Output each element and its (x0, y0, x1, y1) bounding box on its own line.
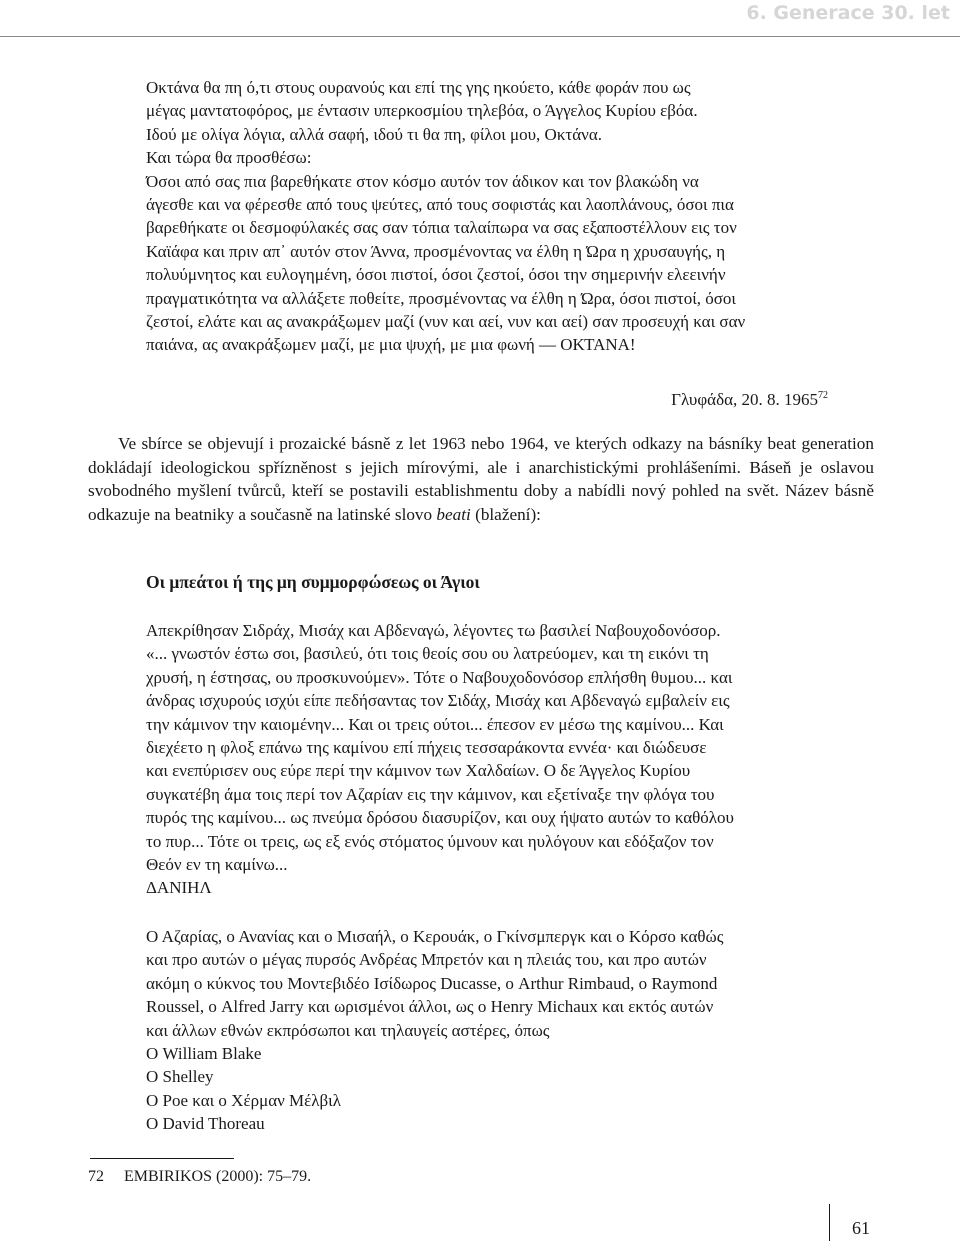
prose-text (88, 432, 874, 526)
poem-date (671, 384, 828, 411)
poem-line: Roussel, ο Alfred Jarry και ωρισμένοι άλλοι, ως ο Henry Michaux και εκτός αυτών (146, 997, 714, 1017)
poem-line: ΔΑΝΙΗΛ (146, 878, 212, 898)
poem-line: πολυύμνητος και ευλογημένη, όσοι πιστοί, όσοι ζεστοί, όσοι την σημερινήν ελεεινήν (146, 265, 726, 285)
poem-line: πυρός της καμίνου... ως πνεύμα δρόσου διασυρίζον, και ουχ ήψατο αυτών το καθόλου (146, 808, 734, 828)
poem-line: Ο David Thoreau (146, 1114, 265, 1134)
prose-italic: beati (436, 504, 471, 524)
poem-line: βαρεθήκατε οι δεσμοφύλακές σας σαν τόπια ταλαίπωρα να σας εξαποστέλλουν εις τον (146, 218, 737, 238)
chapter-header: 6. Generace 30. let (746, 2, 950, 24)
footnote-text: EMBIRIKOS (2000): 75–79. (124, 1168, 312, 1185)
poem-stanza-1 (146, 619, 830, 900)
poem-line: Και τώρα θα προσθέσω: (146, 148, 312, 168)
poem-line: Όσοι από σας πια βαρεθήκατε στον κόσμο αυτόν τον άδικον και τον βλακώδη να (146, 171, 699, 191)
poem-oktana (146, 76, 830, 357)
poem-line: Απεκρίθησαν Σιδράχ, Μισάχ και Αβδεναγώ, λέγοντες τω βασιλεί Ναβουχοδονόσορ. (146, 621, 721, 640)
poem-line: Ο Αζαρίας, ο Ανανίας και ο Μισαήλ, ο Κερουάκ, ο Γκίνσμπεργκ και ο Κόρσο καθώς (146, 927, 724, 946)
footnote-separator (90, 1158, 234, 1159)
poem-line: Ο Poe και ο Χέρμαν Μέλβιλ (146, 1090, 341, 1110)
poem-line: Ο Shelley (146, 1067, 214, 1087)
poem-line: Ο William Blake (146, 1044, 262, 1064)
poem-line: και προ αυτών ο μέγας πυρσός Ανδρέας Μπρετόν και η πλειάς του, και προ αυτών (146, 950, 707, 970)
date-text: Γλυφάδα, 20. 8. 1965 (671, 390, 818, 409)
footnote-ref: 72 (818, 390, 828, 401)
header-rule (0, 36, 960, 37)
prose-part: Ve sbírce se objevují i prozaické básně z let 1963 nebo 1964, ve kterých odkazy na básníky beat generation dokládají ideologickou spřízněnost s jejich mírovými, ale i anarchistickými prohlášeními. Báseň je oslavou svobodného myšlení tvůrců, kteří se postavili establishmentu doby a nabídli nový pohled na svět. Název básně odkazuje na beatniky a současně na latinské slovo (88, 434, 874, 524)
poem-line: Θεόν εν τη καμίνω... (146, 855, 288, 875)
poem-title: Οι μπεάτοι ή της μη συμμορφώσεως οι Άγιοι (146, 572, 480, 592)
poem-line: και ενεπύρισεν ους εύρε περί την κάμινον των Χαλδαίων. Ο δε Άγγελος Κυρίου (146, 761, 691, 781)
poem-line: Οκτάνα θα πη ό,τι στους ουρανούς και επί της γης ηκούετο, κάθε φοράν που ως (146, 78, 691, 97)
poem-line: παιάνα, ας ανακράξωμεν μαζί, με μια ψυχή, με μια φωνή — ΟΚΤΑΝΑ! (146, 335, 636, 355)
prose-part: (blažení): (470, 504, 541, 524)
poem-line: μέγας μαντατοφόρος, με έντασιν υπερκοσμίου τηλεβόα, ο Άγγελος Κυρίου εβόα. (146, 101, 698, 121)
poem-line: άνδρας ισχυρούς ισχύι είπε πεδήσαντας τον Σιδάχ, Μισάχ και Αβδεναγώ εμβαλείν εις (146, 691, 730, 711)
poem-line: Καϊάφα και πριν απ᾽ αυτόν στον Άννα, προσμένοντας να έλθη η Ώρα η χρυσαυγής, η (146, 241, 726, 261)
page-number: 61 (852, 1218, 870, 1238)
poem-stanza-2 (146, 925, 830, 1136)
poem-line: χρυσή, η έστησας, ου προσκυνούμεν». Τότε ο Ναβουχοδονόσορ επλήσθη θυμου... και (146, 667, 733, 687)
poem-line: την κάμινον την καιομένην... Και οι τρεις ούτοι... έπεσον εν μέσω της καμίνου... Και (146, 714, 724, 734)
footnote-number: 72 (88, 1168, 104, 1185)
poem-line: διεχέετο η φλοξ επάνω της καμίνου επί πήχεις τεσσαράκοντα εννέα· και διώδευσε (146, 738, 707, 758)
poem-line: ζεστοί, ελάτε και ας ανακράξωμεν μαζί (νυν και αεί, νυν και αεί) σαν προσευχή και σαν (146, 312, 746, 332)
poem-line: το πυρ... Τότε οι τρεις, ως εξ ενός στόματος ύμνουν και ηυλόγουν και εδόξαζον τον (146, 831, 714, 851)
poem-line: «... γνωστόν έστω σοι, βασιλεύ, ότι τοις θεοίς σου ου λατρεύομεν, και τη εικόνι τη (146, 644, 709, 664)
poem-line: άγεσθε και να φέρεσθε από τους ψεύτες, από τους σοφιστάς και λαοπλάνους, όσοι πια (146, 195, 734, 215)
footnote (88, 1166, 311, 1188)
poem-line: Ιδού με ολίγα λόγια, αλλά σαφή, ιδού τι θα πη, φίλοι μου, Οκτάνα. (146, 124, 602, 144)
poem-line: πραγματικότητα να αλλάξετε ποθείτε, προσμένοντας να έλθη η Ώρα, όσοι πιστοί, όσοι (146, 288, 737, 308)
prose-paragraph (88, 432, 874, 526)
poem-line: και άλλων εθνών εκπρόσωποι και τηλαυγείς αστέρες, όπως (146, 1020, 550, 1040)
poem-line: ακόμη ο κύκνος του Μοντεβιδέο Ισίδωρος Ducasse, ο Arthur Rimbaud, ο Raymond (146, 973, 718, 993)
poem-line: συγκατέβη άμα τοις περί τον Αζαρίαν εις την κάμινον, και εξετίναξε την φλόγα του (146, 784, 715, 804)
page-number-rule (829, 1204, 830, 1241)
